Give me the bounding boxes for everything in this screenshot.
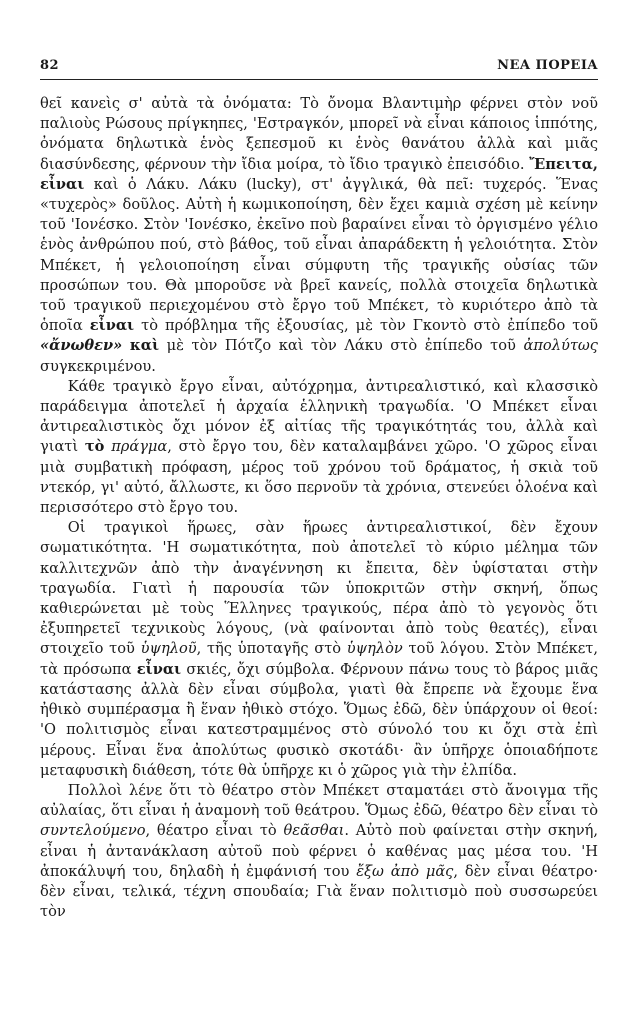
text-run: , τῆς ὑποταγῆς στὸ <box>196 640 347 658</box>
text-run: ἀπολύτως <box>523 337 598 355</box>
text-run: συγκεκριμένου. <box>40 357 156 375</box>
text-run: εἶναι <box>89 317 135 335</box>
text-run: εἶναι <box>136 660 182 678</box>
text-run: ὑψηλοῦ <box>140 640 197 658</box>
body-text <box>40 94 598 922</box>
text-run: τὸ πρόβλημα τῆς ἐξουσίας, μὲ τὸν Γκοντὸ στὸ ἐπίπεδο τοῦ <box>134 317 598 335</box>
paragraph <box>40 377 598 518</box>
text-run: Ἔπειτα, εἶναι <box>40 155 598 193</box>
text-run: , στὸ ἔργο του, δὲν καταλαμβάνει χῶρο. 'Ο χῶρος εἶναι μιὰ συμβατικὴ πρόφαση, μέρος τοῦ χρόνου τοῦ δράματος, ἡ σκιὰ τοῦ ντεκόρ, γι' αὐτό, ἄλλωστε, κι ὅσο περνοῦν τὰ χρόνια, στενεύει ὁλοένα καὶ περισσότερο στὸ ἔργο του. <box>40 438 599 517</box>
text-run: συντελούμενο <box>40 822 146 840</box>
text-run: καὶ <box>129 337 160 355</box>
text-run: μὲ τὸν Πότζο καὶ τὸν Λάκυ στὸ ἐπίπεδο τοῦ <box>159 337 524 355</box>
paragraph <box>40 94 598 377</box>
page-number: 82 <box>40 58 60 73</box>
text-run: ὑψηλὸν <box>346 640 403 658</box>
text-run: σκιές, ὄχι σύμβολα. Φέρνουν πάνω τους τὸ βάρος μιᾶς κατάστασης ἀλλὰ δὲν εἶναι σύμβολα, γιατὶ θὰ ἔπρεπε νὰ ἔχουμε ἕνα ἠθικὸ συμπέρασμα ἢ ἕναν ἠθικὸ στόχο. Ὅμως ἐδῶ, δὲν ὑπάρχουν οἱ θεοί: 'Ο πολιτισμὸς εἶναι κατεστραμμένος στὸ σύνολό του κι ὄχι στὰ ἐπὶ μέρους. Εἶναι ἕνα ἀπολύτως φυσικὸ σκοτάδι· ἂν ὑπῆρχε ὁποιαδήποτε μεταφυσικὴ διάθεση, τότε θὰ ὑπῆρχε κι ὁ χῶρος γιὰ τὴν ἐλπίδα. <box>40 660 598 779</box>
text-run: . Αὐτὸ ποὺ φαίνεται στὴν σκηνή, εἶναι ἡ ἀντανάκλαση αὐτοῦ ποὺ φέρνει ὁ καθένας μας μέσα του. 'Η ἀποκάλυψή του, δηλαδὴ ἡ ἐμφάνισή του <box>40 822 598 880</box>
text-run: Πολλοὶ λένε ὅτι τὸ θέατρο στὸν Μπέκετ σταματάει στὸ ἄνοιγμα τῆς αὐλαίας, ὅτι εἶναι ἡ ἀναμονὴ τοῦ θεάτρου. Ὅμως ἐδῶ, θέατρο δὲν εἶναι τὸ <box>40 781 598 820</box>
text-run: Κάθε τραγικὸ ἔργο εἶναι, αὐτόχρημα, ἀντιρεαλιστικό, καὶ κλασσικὸ παράδειγμα ἀποτελεῖ ἡ ἀρχαία ἑλληνικὴ τραγωδία. 'Ο Μπέκετ εἶναι ἀντιρεαλιστικὸς ὄχι μόνον ἐξ αἰτίας τῆς τραγικότητάς του, ἀλλὰ καὶ γιατὶ <box>40 377 598 456</box>
paragraph <box>40 781 598 922</box>
running-header <box>40 58 598 80</box>
text-run <box>122 337 130 354</box>
text-run: θεῖ κανεὶς σ' αὐτὰ τὰ ὀνόματα: Τὸ ὄνομα Βλαντιμὴρ φέρνει στὸν νοῦ παλιοὺς Ρώσους πρίγκηπες, 'Εστραγκόν, μπορεῖ νὰ εἶναι κάποιος ἱππότης, ὀνόματα δηλωτικὰ ἑνὸς ξεπεσμοῦ κι ἑνὸς θανάτου ἀλλὰ καὶ μιᾶς διασύνδεσης, φέρνουν τὴν ἴδια μοίρα, τὸ ἴδιο τραγικὸ ἐπεισόδιο. <box>40 95 598 173</box>
journal-title: ΝΕΑ ΠΟΡΕΙΑ <box>497 58 598 73</box>
text-run: τὸ <box>84 438 105 456</box>
text-run: τοῦ λόγου. Στὸν Μπέκετ, τὰ πρόσωπα <box>40 640 598 678</box>
text-run: , δὲν εἶναι θέατρο· δὲν εἶναι, τελικά, τέχνη σπουδαία; Γιὰ ἕναν πολιτισμὸ ποὺ συσσωρεύει τὸν <box>40 862 598 921</box>
text-run: , θέατρο εἶναι τὸ <box>145 822 284 840</box>
text-run: Οἱ τραγικοὶ ἥρωες, σὰν ἥρωες ἀντιρεαλιστικοί, δὲν ἔχουν σωματικότητα. 'Η σωματικότητα, ποὺ ἀποτελεῖ τὸ κύριο μέλημα τῶν καλλιτεχνῶν ἀπὸ τὴν ἀναγέννηση κι ἔπειτα, δὲν ὑφίσταται στὴν τραγωδία. Γιατὶ ἡ παρουσία τῶν ὑποκριτῶν στὴν σκηνή, ὅπως καθιερώνεται μὲ τοὺς Ἕλληνες τραγικούς, πέρα ἀπὸ τὸ γεγονὸς ὅτι ἐξυπηρετεῖ τεχνικοὺς λόγους, (νὰ φαίνονται ἀπὸ τοὺς θεατές), εἶναι στοιχεῖο τοῦ <box>40 519 598 658</box>
text-run: πράγμα <box>111 438 168 456</box>
text-run: θεᾶσθαι <box>283 822 345 840</box>
paragraph <box>40 518 598 781</box>
text-run: «ἄνωθεν» <box>40 337 123 355</box>
text-run: ἔξω ἀπὸ μᾶς <box>356 862 454 880</box>
text-run: καὶ ὁ Λάκυ. Λάκυ (lucky), στ' ἀγγλικά, θὰ πεῖ: τυχερός. Ἕνας «τυχερὸς» δοῦλος. Αὐτὴ ἡ κωμικοποίηση, δὲν ἔχει καμιὰ σχέση μὲ κείνην τοῦ 'Ιονέσκο. Στὸν 'Ιονέσκο, ἐκεῖνο ποὺ βαραίνει εἶναι τὸ ὀργισμένο γέλιο ἑνὸς ἀνθρώπου πού, στὸ βάθος, τοῦ εἶναι ἀπαράδεκτη ἡ γελοιότητα. Στὸν Μπέκετ, ἡ γελοιοποίηση εἶναι σύμφυτη τῆς τραγικῆς οὐσίας τῶν προσώπων του. Θὰ μποροῦσε νὰ βρεῖ κανείς, πολλὰ στοιχεῖα δηλωτικὰ τοῦ τραγικοῦ περιεχομένου στὸ ἔργο τοῦ Μπέκετ, τὸ κυριότερο ἀπὸ τὰ ὁποῖα <box>40 175 598 335</box>
